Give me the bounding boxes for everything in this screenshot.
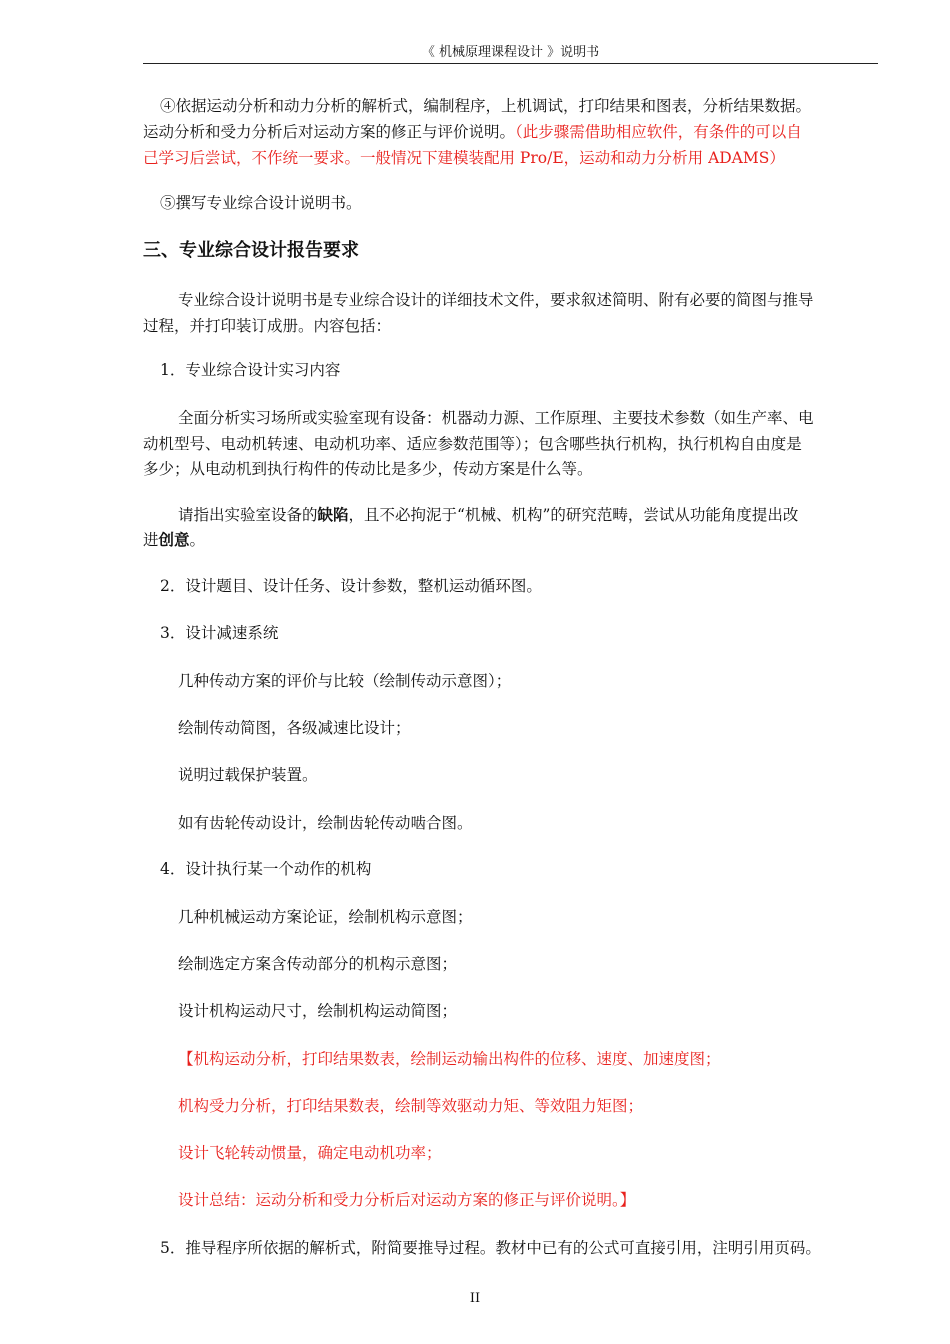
item1-p2-line2 bbox=[143, 528, 878, 552]
item1-p2-line1 bbox=[178, 503, 913, 527]
item1-p1-line3: 多少；从电动机到执行构件的传动比是多少，传动方案是什么等。 bbox=[143, 460, 593, 478]
item4-line: 绘制选定方案含传动部分的机构示意图； bbox=[178, 955, 458, 973]
page-number: II bbox=[469, 1291, 481, 1306]
item3-line: 说明过载保护装置。 bbox=[178, 766, 318, 784]
item2-title: 2．设计题目、设计任务、设计参数，整机运动循环图。 bbox=[160, 577, 542, 595]
page-header: 《 机械原理课程设计 》说明书 bbox=[421, 45, 600, 60]
step4-line2-note: （此步骤需借助相应软件，有条件的可以自 bbox=[515, 123, 802, 141]
item1-p2-defect: 缺陷 bbox=[317, 505, 349, 524]
step4-line2-text: 运动分析和受力分析后对运动方案的修正与评价说明。 bbox=[143, 123, 516, 141]
item5-title: 5．推导程序所依据的解析式，附简要推导过程。教材中已有的公式可直接引用，注明引用页码。 bbox=[160, 1239, 821, 1257]
item4-red-line: 【机构运动分析，打印结果数表，绘制运动输出构件的位移、速度、加速度图； bbox=[178, 1050, 721, 1068]
item4-red-line: 设计总结：运动分析和受力分析后对运动方案的修正与评价说明。】 bbox=[178, 1191, 636, 1209]
item1-p2-text-c: ，且不必拘泥于“机械、机构”的研究范畴，尝试从功能角度提出改 bbox=[348, 506, 799, 524]
step4-line3-note: 己学习后尝试，不作统一要求。一般情况下建模装配用 Pro/E，运动和动力分析用 ADAMS） bbox=[143, 149, 785, 167]
item4-red-line: 机构受力分析，打印结果数表，绘制等效驱动力矩、等效阻力矩图； bbox=[178, 1097, 644, 1115]
item1-p2-idea: 创意 bbox=[158, 530, 190, 549]
item1-title: 1．专业综合设计实习内容 bbox=[160, 361, 341, 379]
item1-p2-text-f: 。 bbox=[189, 531, 206, 549]
item3-line: 几种传动方案的评价与比较（绘制传动示意图）； bbox=[178, 672, 512, 690]
item3-line: 如有齿轮传动设计，绘制齿轮传动啮合图。 bbox=[178, 814, 473, 832]
item1-p2-text-d: 进 bbox=[143, 531, 159, 549]
item4-line: 几种机械运动方案论证，绘制机构示意图； bbox=[178, 908, 473, 926]
section-heading: 三、专业综合设计报告要求 bbox=[143, 240, 359, 261]
item4-red-line: 设计飞轮转动惯量，确定电动机功率； bbox=[178, 1144, 442, 1162]
step4-line2 bbox=[143, 120, 878, 144]
item1-p1-line1: 全面分析实习场所或实验室现有设备：机器动力源、工作原理、主要技术参数（如生产率、电 bbox=[178, 409, 814, 427]
header-rule bbox=[143, 63, 878, 64]
item4-line: 设计机构运动尺寸，绘制机构运动简图； bbox=[178, 1002, 458, 1020]
item3-title: 3．设计减速系统 bbox=[160, 624, 279, 642]
step4-line1: ④依据运动分析和动力分析的解析式，编制程序，上机调试，打印结果和图表，分析结果数据。 bbox=[160, 97, 812, 115]
intro-line2: 过程，并打印装订成册。内容包括： bbox=[143, 317, 392, 335]
intro-line1: 专业综合设计说明书是专业综合设计的详细技术文件，要求叙述简明、附有必要的简图与推导 bbox=[178, 291, 814, 309]
item4-title: 4．设计执行某一个动作的机构 bbox=[160, 860, 372, 878]
item3-line: 绘制传动简图，各级减速比设计； bbox=[178, 719, 411, 737]
item1-p2-text-a: 请指出实验室设备的 bbox=[178, 506, 318, 524]
item1-p1-line2: 动机型号、电动机转速、电动机功率、适应参数范围等）；包含哪些执行机构，执行机构自由度是 bbox=[143, 435, 802, 453]
step5-line: ⑤撰写专业综合设计说明书。 bbox=[160, 194, 362, 212]
